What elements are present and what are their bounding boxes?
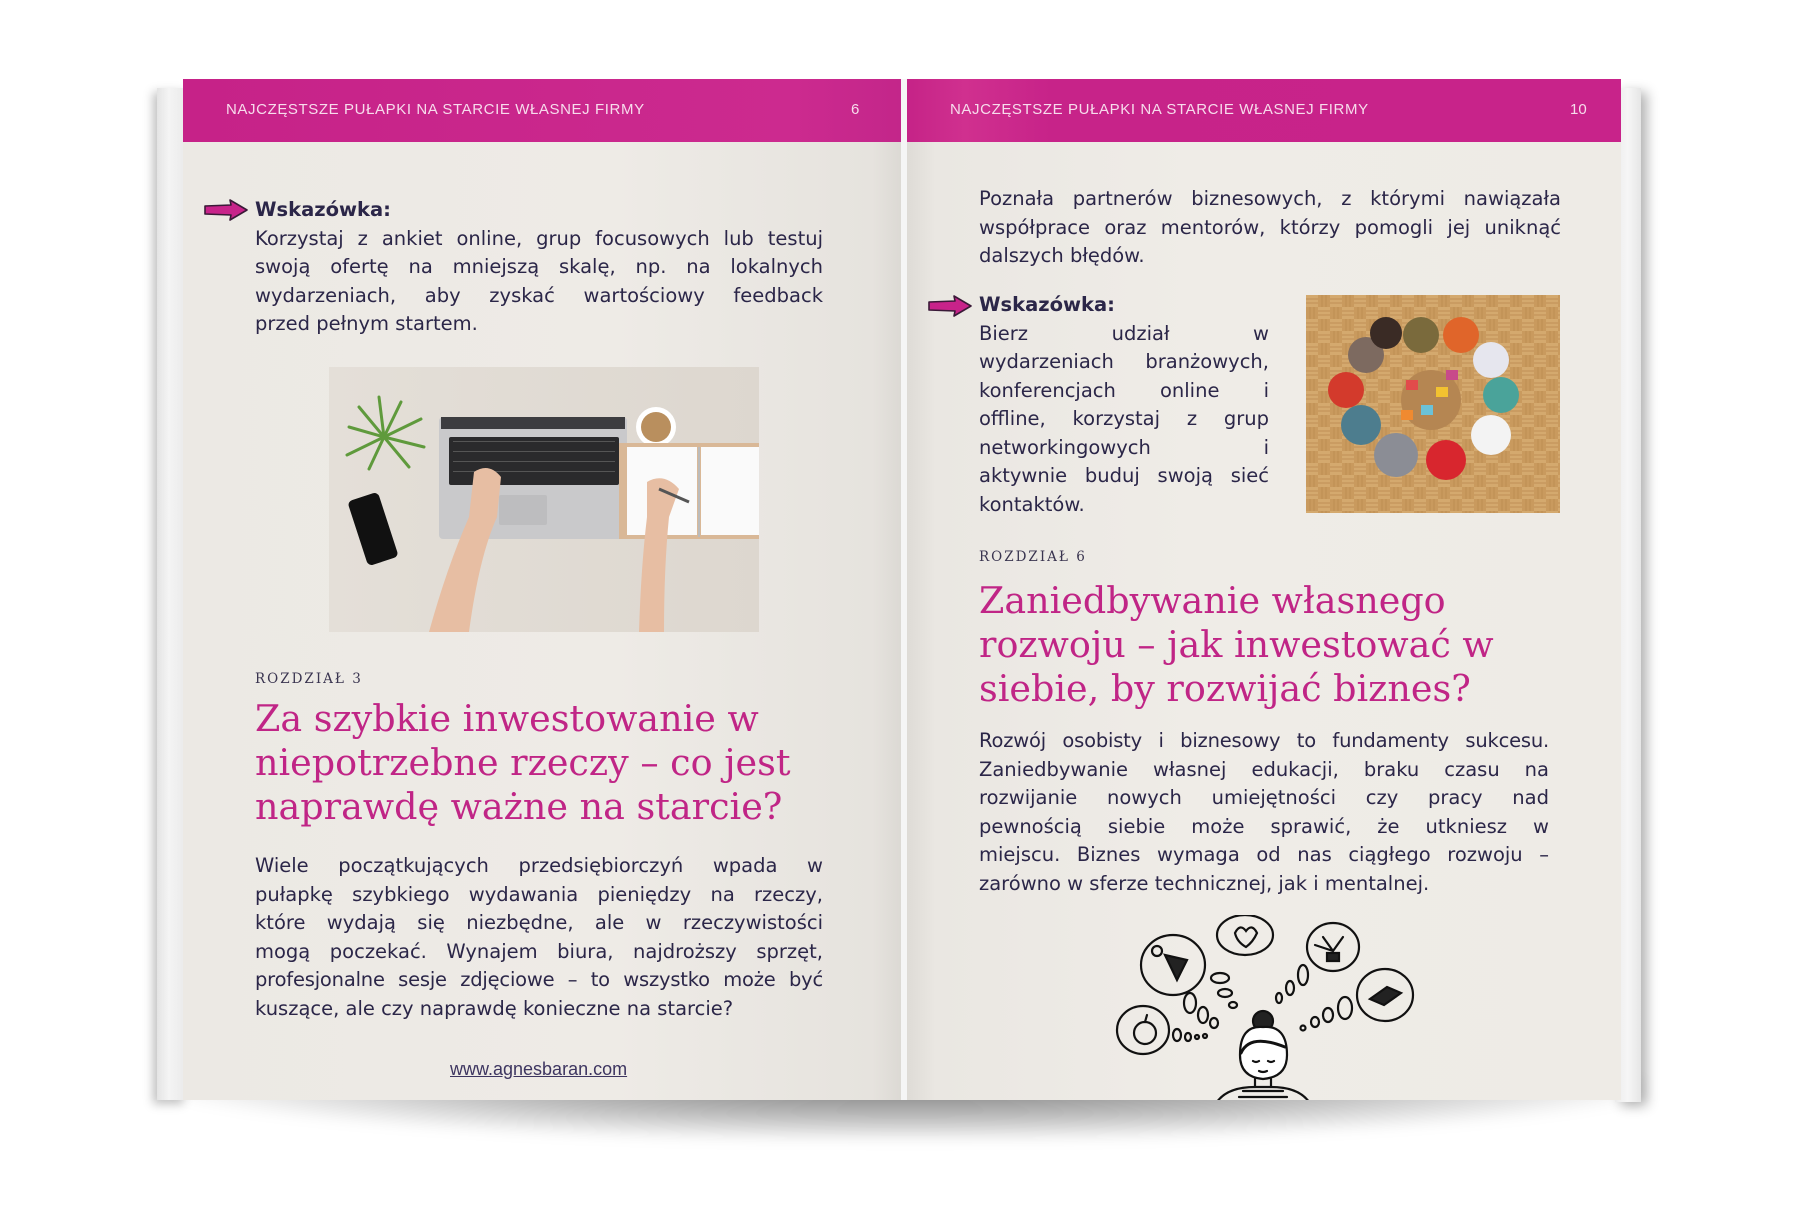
tip-line: konferencjach online i <box>979 378 1269 402</box>
heading-line: Zaniedbywanie własnego <box>979 579 1446 622</box>
tip-block <box>979 291 1269 519</box>
left-page <box>183 79 901 1100</box>
chapter-body <box>979 727 1549 898</box>
arrow-right-icon <box>203 199 249 221</box>
desk-photo <box>329 367 759 632</box>
heading-line: siebie, by rozwijać biznes? <box>979 667 1471 710</box>
body-line: które wydają się niezbędne, ale w rzeczywistości <box>255 911 823 934</box>
body-line: Wiele początkujących przedsiębiorczyń wpada w <box>255 854 823 877</box>
body-line: zarówno w sferze technicznej, jak i mentalnej. <box>979 871 1430 895</box>
body-line: kuszące, ale czy naprawdę konieczne na starcie? <box>255 996 734 1020</box>
heading-line: rozwoju – jak inwestować w <box>979 623 1494 666</box>
page-number: 10 <box>1570 101 1587 118</box>
page-header <box>907 79 1621 142</box>
right-page <box>907 79 1621 1100</box>
heading-line: naprawdę ważne na starcie? <box>255 785 783 828</box>
intro-line: Poznała partnerów biznesowych, z którymi nawiązała <box>979 187 1561 210</box>
chapter-label: ROZDZIAŁ 6 <box>979 549 1087 565</box>
page-header <box>183 79 901 142</box>
tip-label: Wskazówka: <box>979 293 1115 316</box>
intro-line: współprace oraz mentorów, którzy pomogli jej uniknąć <box>979 215 1561 239</box>
tip-line: swoją ofertę na mniejszą skalę, np. na lokalnych <box>255 255 823 278</box>
tip-line: offline, korzystaj z grup <box>979 407 1269 430</box>
body-line: mogą poczekać. Wynajem biura, najdroższy sprzęt, <box>255 939 823 963</box>
chapter-heading <box>979 579 1599 711</box>
tip-line: przed pełnym startem. <box>255 312 478 335</box>
networking-photo-image <box>1306 295 1560 513</box>
chapter-body <box>255 852 823 1023</box>
page-number: 6 <box>851 101 860 118</box>
heading-line: Za szybkie inwestowanie w <box>255 697 759 740</box>
body-line: pułapkę szybkiego wydawania pieniędzy na rzeczy, <box>255 882 823 906</box>
body-line: Rozwój osobisty i biznesowy to fundamenty sukcesu. <box>979 729 1549 752</box>
tip-line: Bierz udział w <box>979 321 1269 345</box>
networking-photo <box>1306 295 1560 513</box>
footer-website-link[interactable]: www.agnesbaran.com <box>450 1059 628 1079</box>
running-title: NAJCZĘSTSZE PUŁAPKI NA STARCIE WŁASNEJ FIRMY <box>226 101 645 118</box>
tip-line: kontaktów. <box>979 492 1085 516</box>
tip-line: wydarzeniach, aby zyskać wartościowy feedback <box>255 283 823 307</box>
body-line: rozwijanie nowych umiejętności czy pracy nad <box>979 786 1549 809</box>
tip-line: networkingowych i <box>979 435 1269 459</box>
chapter-label: ROZDZIAŁ 3 <box>255 671 363 687</box>
tip-block <box>255 196 823 339</box>
chapter-heading <box>255 697 855 829</box>
body-line: Zaniedbywanie własnej edukacji, braku czasu na <box>979 757 1549 781</box>
thinking-woman-illustration <box>1115 915 1415 1100</box>
desk-photo-image <box>329 367 759 632</box>
tip-line: Korzystaj z ankiet online, grup focusowych lub testuj <box>255 226 823 250</box>
tip-line: aktywnie buduj swoją sieć <box>979 464 1269 487</box>
intro-paragraph <box>979 185 1561 271</box>
intro-line: dalszych błędów. <box>979 244 1145 267</box>
arrow-right-icon <box>927 295 973 317</box>
tip-line: wydarzeniach branżowych, <box>979 350 1269 373</box>
body-line: profesjonalne sesje zdjęciowe – to wszystko może być <box>255 968 823 991</box>
body-line: pewnością siebie może sprawić, że utkniesz w <box>979 814 1549 838</box>
body-line: miejscu. Biznes wymaga od nas ciągłego rozwoju – <box>979 843 1549 866</box>
running-title: NAJCZĘSTSZE PUŁAPKI NA STARCIE WŁASNEJ FIRMY <box>950 101 1369 118</box>
heading-line: niepotrzebne rzeczy – co jest <box>255 741 791 784</box>
tip-label: Wskazówka: <box>255 198 391 221</box>
